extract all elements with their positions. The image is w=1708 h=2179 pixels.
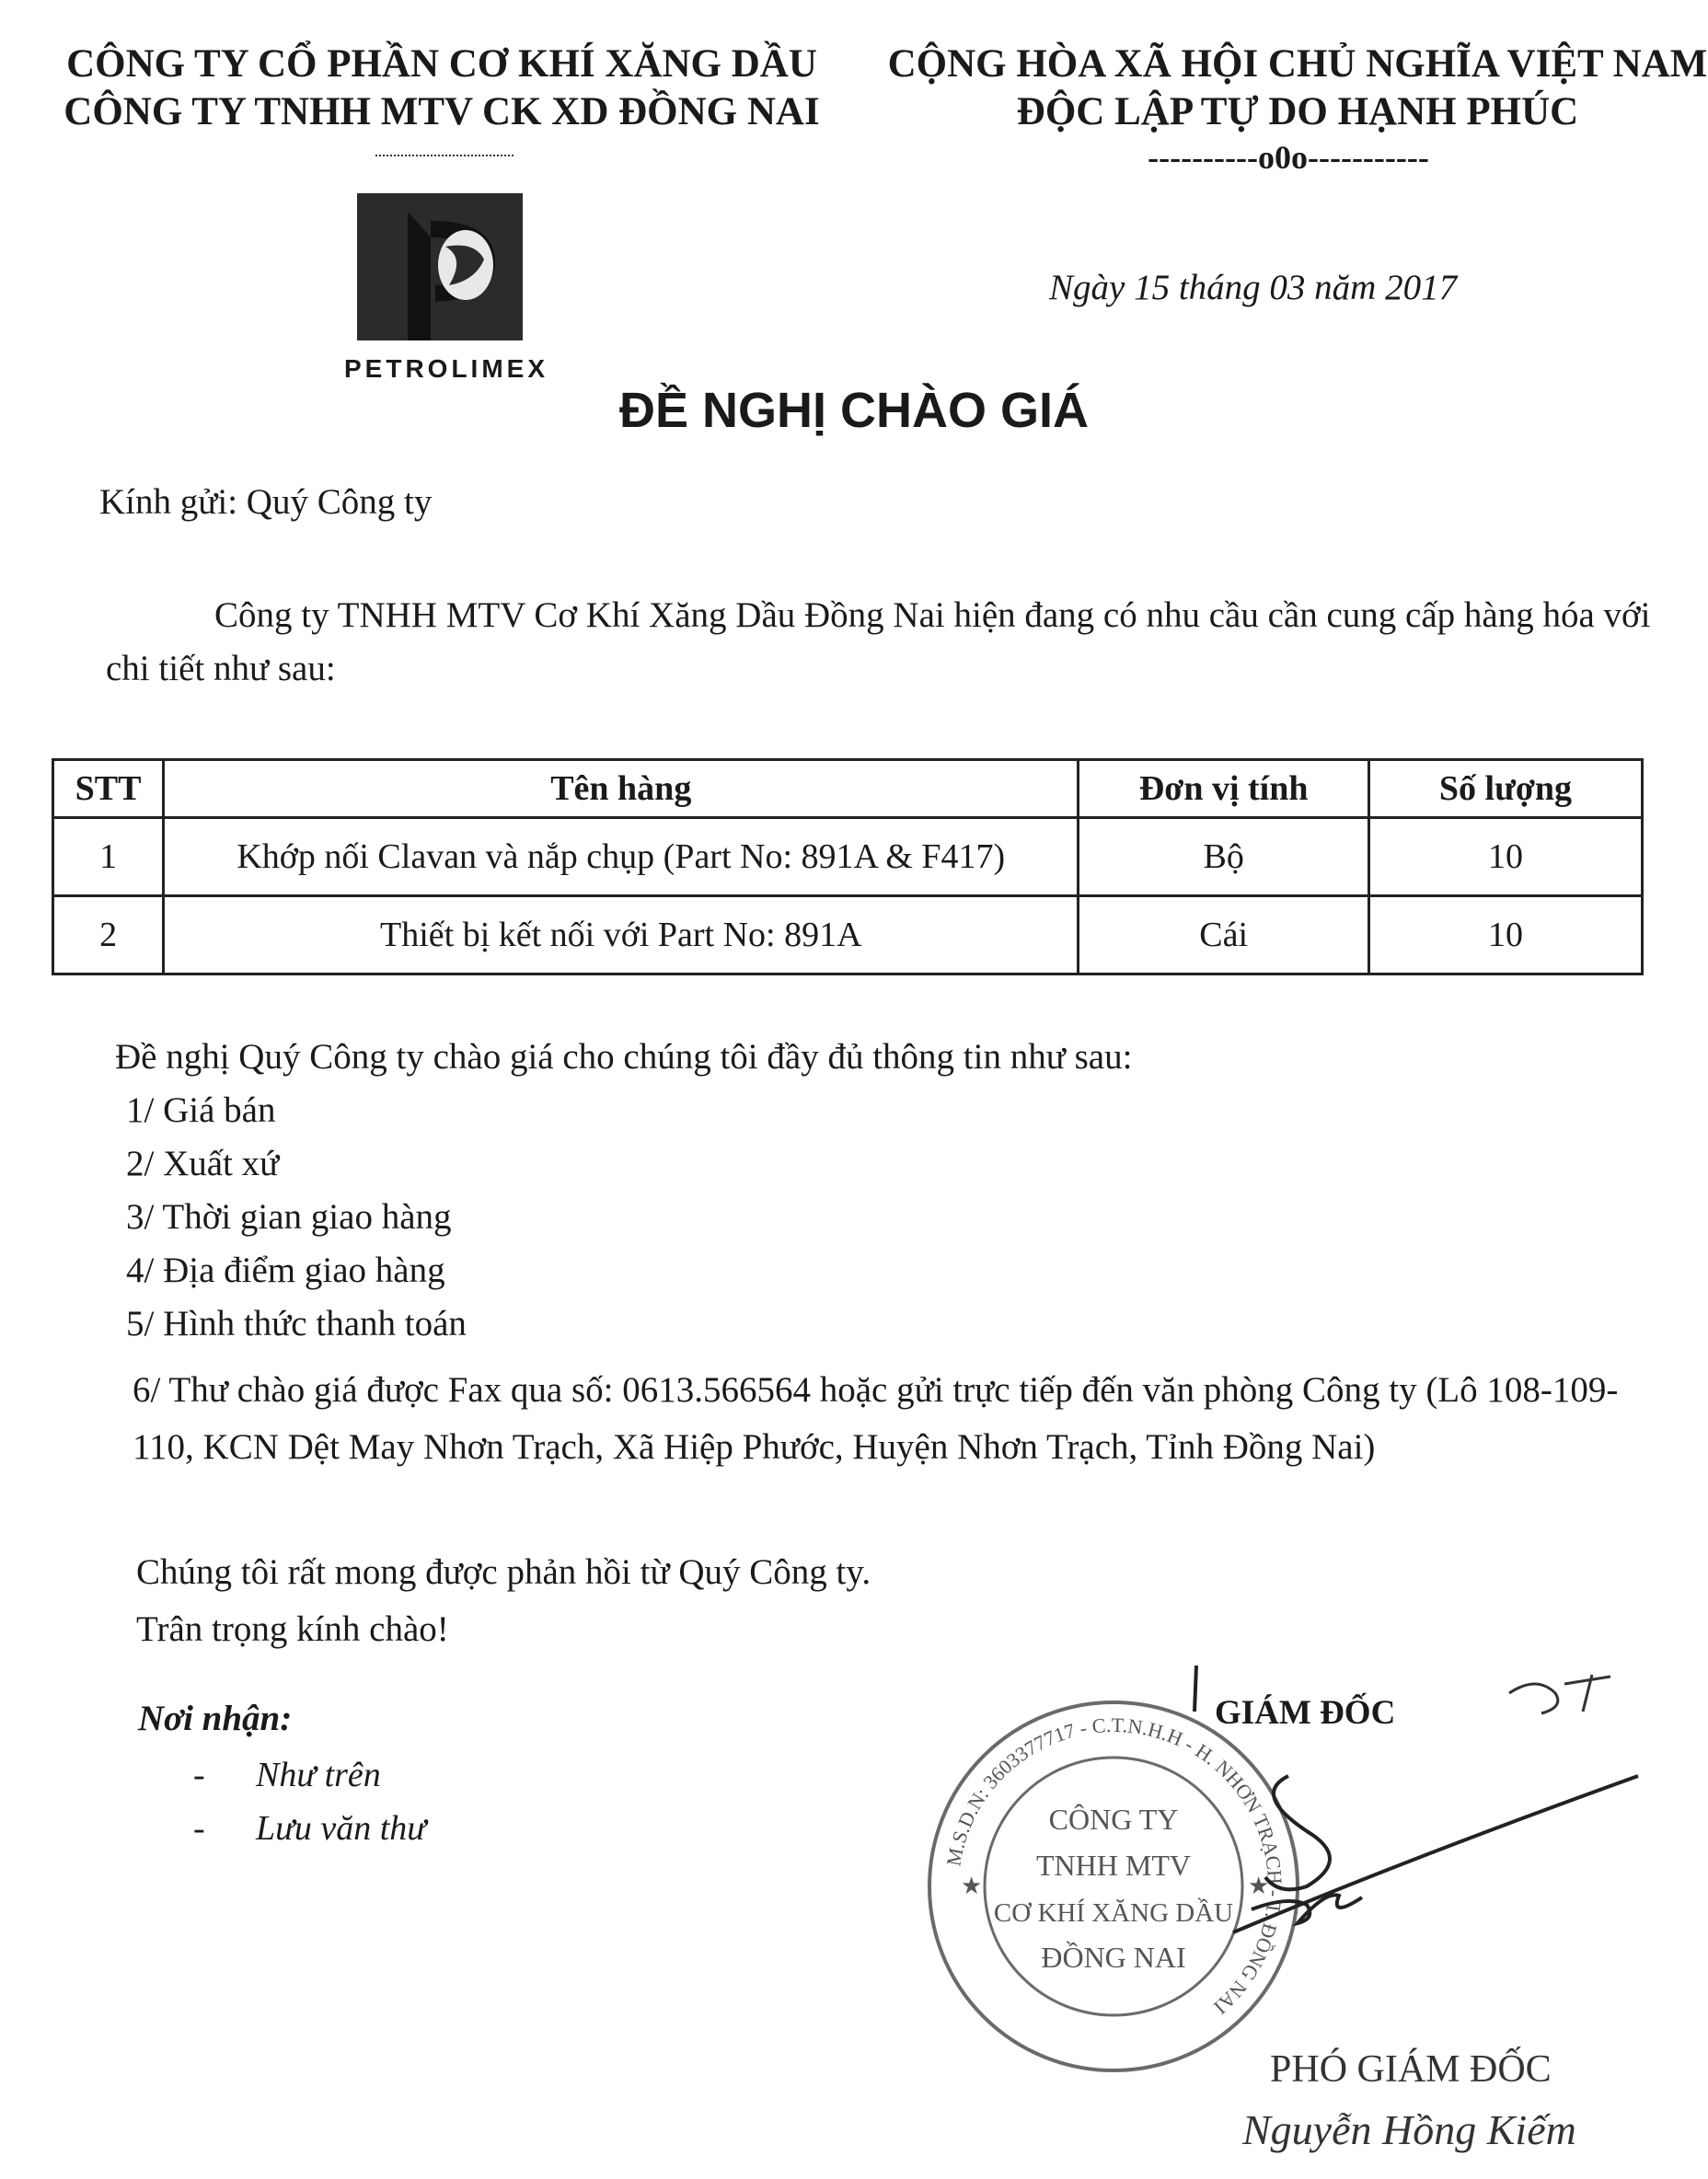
header-item-name: Tên hàng [164, 760, 1079, 818]
list-item: - Lưu văn thư [193, 1809, 427, 1848]
recipients-list [193, 1748, 426, 1855]
contact-paragraph: 6/ Thư chào giá được Fax qua số: 0613.566564 hoặc gửi trực tiếp đến văn phòng Công ty (Lô 108-109-110, KCN Dệt May Nhơn Trạch, Xã Hiệp Phước, Huyện Nhơn Trạch, Tỉnh Đồng Nai) [133, 1370, 1619, 1467]
header-divider [375, 155, 514, 156]
stamp-line: ĐỒNG NAI [1041, 1941, 1186, 1974]
national-header [883, 40, 1708, 136]
logo-wordmark: PETROLIMEX [343, 354, 548, 383]
request-item: 1/ Giá bán [126, 1090, 276, 1130]
row-unit: Bộ [1079, 818, 1369, 896]
list-item: - Như trên [193, 1756, 381, 1794]
signer-name: Nguyễn Hồng Kiếm [1242, 2106, 1576, 2153]
header-unit: Đơn vị tính [1079, 760, 1369, 818]
request-item: 3/ Thời gian giao hàng [126, 1197, 452, 1237]
request-intro: Đề nghị Quý Công ty chào giá cho chúng tôi đầy đủ thông tin như sau: [115, 1037, 1133, 1077]
table-row [53, 896, 1643, 974]
request-item: 5/ Hình thức thanh toán [126, 1304, 467, 1343]
closing-line: Chúng tôi rất mong được phản hồi từ Quý Công ty. [136, 1552, 871, 1592]
closing [136, 1544, 871, 1658]
closing-line: Trân trọng kính chào! [136, 1609, 449, 1649]
row-unit: Cái [1079, 896, 1369, 974]
company-parent: CÔNG TY CỔ PHẦN CƠ KHÍ XĂNG DẦU [66, 42, 817, 86]
row-stt: 2 [53, 896, 164, 974]
greeting: Kính gửi: Quý Công ty [99, 482, 433, 522]
table-header-row [53, 760, 1643, 818]
document-title: ĐỀ NGHỊ CHÀO GIÁ [618, 383, 1090, 438]
star-icon: ★ [961, 1873, 983, 1899]
stamp-line: CÔNG TY [1048, 1803, 1179, 1836]
recipient-label: Lưu văn thư [256, 1809, 427, 1848]
table-row [53, 818, 1643, 896]
goods-table [52, 758, 1644, 975]
logo-mark-icon [357, 193, 523, 340]
intro-paragraph: Công ty TNHH MTV Cơ Khí Xăng Dầu Đồng Nai hiện đang có nhu cầu cần cung cấp hàng hóa với chi tiết như sau: [106, 595, 1651, 688]
header-stt: STT [53, 760, 164, 818]
stamp-ring-text: M.S.D.N: 3603377717 - C.T.N.H.H - H. NHƠN TRẠCH - T. ĐỒNG NAI [941, 1712, 1287, 2020]
row-quantity: 10 [1368, 896, 1642, 974]
nation-title: CỘNG HÒA XÃ HỘI CHỦ NGHĨA VIỆT NAM [887, 42, 1708, 86]
stamp-line: TNHH MTV [1036, 1849, 1191, 1882]
director-label: GIÁM ĐỐC [1215, 1694, 1396, 1732]
company-name: CÔNG TY TNHH MTV CK XD ĐỒNG NAI [63, 90, 820, 133]
request-list [115, 1031, 1679, 1351]
header-quantity: Số lượng [1368, 760, 1642, 818]
request-item: 4/ Địa điểm giao hàng [126, 1251, 445, 1290]
motto-rule: ----------o0o----------- [1148, 139, 1429, 176]
row-quantity: 10 [1368, 818, 1642, 896]
vice-director-title: PHÓ GIÁM ĐỐC [1270, 2048, 1552, 2091]
document-date: Ngày 15 tháng 03 năm 2017 [1049, 268, 1458, 307]
row-item-name: Khớp nối Clavan và nắp chụp (Part No: 891A & F417) [164, 818, 1079, 896]
row-stt: 1 [53, 818, 164, 896]
stamp-line: CƠ KHÍ XĂNG DẦU [993, 1898, 1234, 1928]
recipients-title: Nơi nhận: [138, 1699, 293, 1738]
company-header [37, 40, 847, 136]
star-icon: ★ [1248, 1873, 1270, 1899]
recipient-label: Như trên [256, 1756, 381, 1794]
request-item: 2/ Xuất xứ [126, 1144, 280, 1183]
motto: ĐỘC LẬP TỰ DO HẠNH PHÚC [1016, 90, 1579, 133]
petrolimex-logo [357, 193, 523, 340]
row-item-name: Thiết bị kết nối với Part No: 891A [164, 896, 1079, 974]
